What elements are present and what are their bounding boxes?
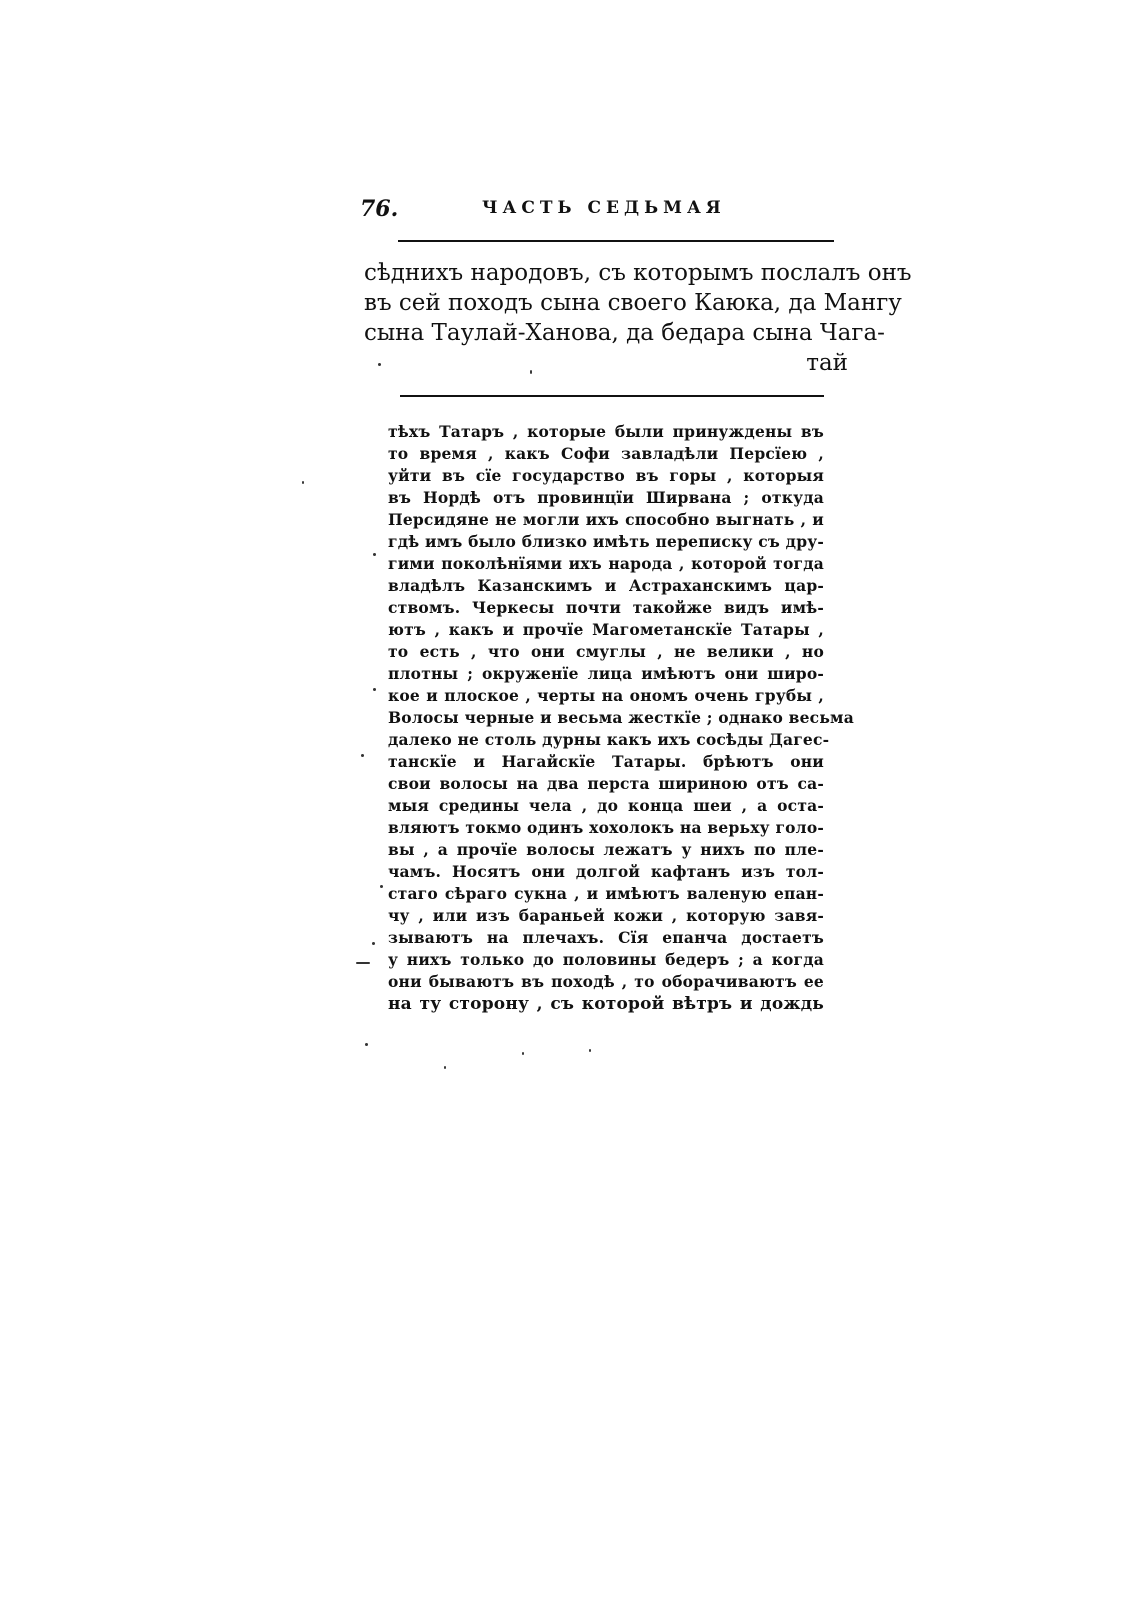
- body-text-line: владѣлъ Казанскимъ и Астраханскимъ цар-: [388, 576, 824, 595]
- body-text-line: ютъ , какъ и прочїе Магометанскїе Татары ,: [388, 620, 824, 639]
- body-text-line: у нихъ только до половины бедеръ ; а когда: [388, 950, 824, 969]
- top-text-line: тай: [806, 350, 848, 376]
- scan-speck: [365, 1043, 368, 1046]
- scan-speck: [522, 1052, 524, 1055]
- scan-speck: [373, 688, 376, 691]
- body-text-line: то время , какъ Софи завладѣли Персїею ,: [388, 444, 824, 463]
- body-text-line: мыя средины чела , до конца шеи , а оста-: [388, 796, 824, 815]
- scan-speck: [530, 370, 532, 374]
- top-text-line: сына Таулай-Ханова, да бедара сына Чага-: [364, 320, 885, 346]
- body-text-line: ствомъ. Черкесы почти такойже видъ имѣ-: [388, 598, 824, 617]
- body-text-line: чамъ. Носятъ они долгой кафтанъ изъ тол-: [388, 862, 824, 881]
- scan-speck: [444, 1066, 446, 1069]
- body-text-line: плотны ; окруженїе лица имѣютъ они широ-: [388, 664, 824, 683]
- body-text-line: гими поколѣнїями ихъ народа , которой тогда: [388, 554, 824, 573]
- scan-speck: [372, 942, 375, 945]
- section-rule: [400, 395, 824, 397]
- body-text-line: они бываютъ въ походѣ , то оборачиваютъ ее: [388, 972, 824, 991]
- body-text-line: вляютъ токмо одинъ хохолокъ на верьху голо-: [388, 818, 824, 837]
- body-text-line: уйти въ сїе государство въ горы , которыя: [388, 466, 824, 485]
- scan-speck: [361, 754, 364, 757]
- body-text-line: Персидяне не могли ихъ способно выгнать , и: [388, 510, 824, 529]
- top-text-line: сѣднихъ народовъ, съ которымъ послалъ онъ: [364, 260, 912, 286]
- page-number: 76.: [360, 196, 399, 222]
- body-text-line: танскїе и Нагайскїе Татары. брѣютъ они: [388, 752, 824, 771]
- scan-speck: [380, 885, 383, 888]
- scan-speck: [589, 1049, 591, 1052]
- body-text-line: зываютъ на плечахъ. Сїя епанча достаетъ: [388, 928, 824, 947]
- top-text-line: въ сей походъ сына своего Каюка, да Мангу: [364, 290, 902, 316]
- body-text-line: въ Нордѣ отъ провинцїи Ширвана ; откуда: [388, 488, 824, 507]
- body-text-line: гдѣ имъ было близко имѣть переписку съ дру-: [388, 532, 824, 551]
- body-text-line: вы , а прочїе волосы лежатъ у нихъ по пле-: [388, 840, 824, 859]
- body-text-line: далеко не столь дурны какъ ихъ сосѣды Дагес-: [388, 730, 830, 749]
- running-title: ЧАСТЬ СЕДЬМАЯ: [482, 198, 726, 218]
- body-text-line: чу , или изъ бараньей кожи , которую завя-: [388, 906, 824, 925]
- body-text-block: [388, 421, 854, 1015]
- body-text-line: стаго сѣраго сукна , и имѣютъ валеную епан-: [388, 884, 824, 903]
- body-text-line: свои волосы на два перста шириною отъ са-: [388, 774, 824, 793]
- scan-speck: [302, 481, 304, 484]
- body-text-line: тѣхъ Татаръ , которые были принуждены въ: [388, 422, 824, 441]
- body-text-line: на ту сторону , съ которой вѣтръ и дождь: [388, 994, 824, 1014]
- scan-speck: [378, 363, 381, 366]
- header-rule: [398, 240, 834, 242]
- body-text-line: кое и плоское , черты на ономъ очень грубы ,: [388, 686, 824, 705]
- scan-speck: [356, 962, 370, 964]
- body-text-line: Волосы черные и весьма жесткїе ; однако весьма: [388, 708, 854, 727]
- scan-speck: [373, 553, 376, 556]
- top-text-block: [364, 258, 912, 378]
- body-text-line: то есть , что они смуглы , не велики , но: [388, 642, 824, 661]
